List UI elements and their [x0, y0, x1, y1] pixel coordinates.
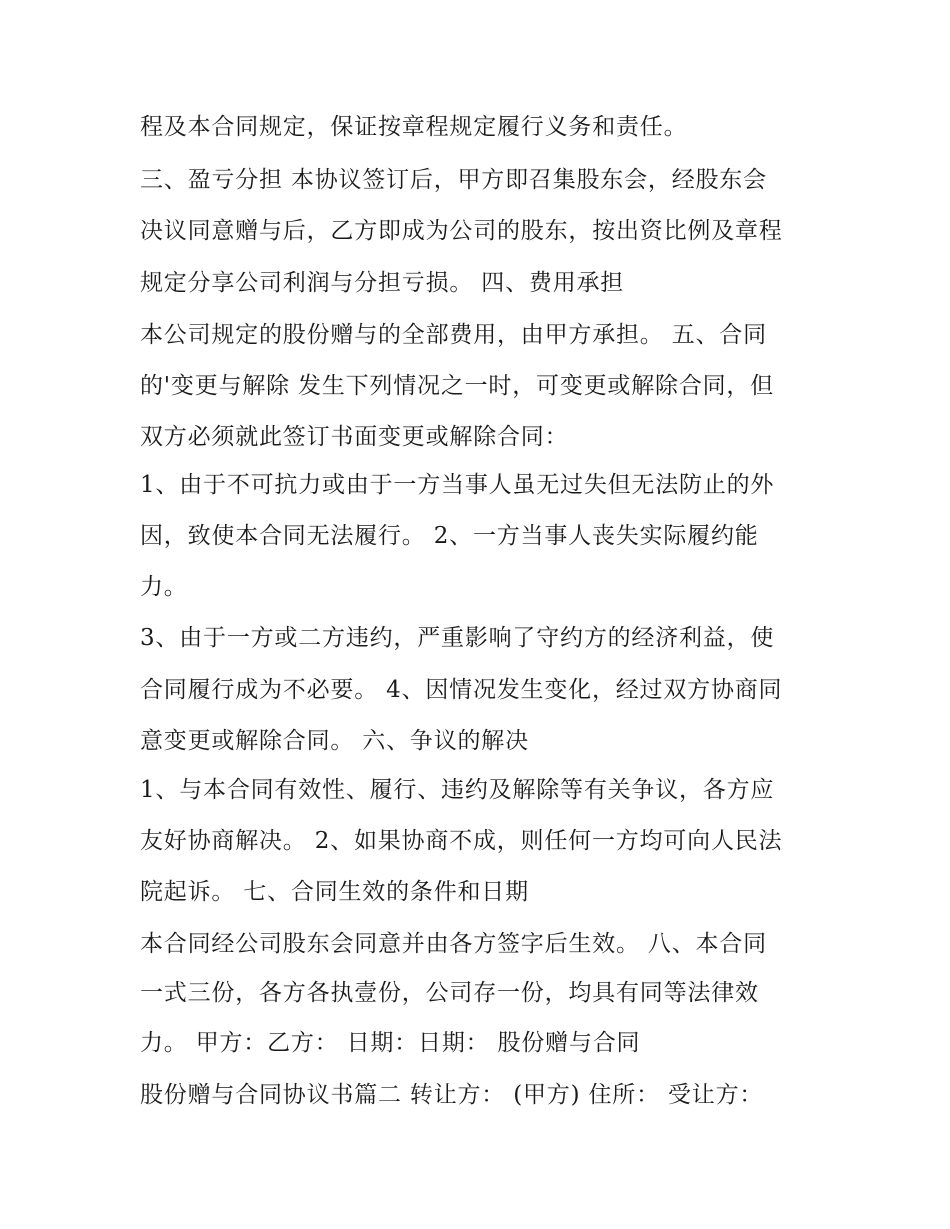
text-line: 的'变更与解除 发生下列情况之一时，可变更或解除合同，但 — [140, 373, 775, 399]
text-line: 程及本合同规定，保证按章程规定履行义务和责任。 — [140, 114, 688, 140]
text-line: 双方必须就此签订书面变更或解除合同： — [140, 424, 569, 450]
text-line: 院起诉。 七、合同生效的条件和日期 — [140, 879, 529, 905]
text-line: 决议同意赠与后，乙方即成为公司的股东，按出资比例及章程 — [140, 218, 783, 244]
text-line: 本公司规定的股份赠与的全部费用，由甲方承担。 五、合同 — [140, 322, 767, 348]
text-line: 三、盈亏分担 本协议签订后，甲方即召集股东会，经股东会 — [140, 167, 767, 193]
text-line: 因，致使本合同无法履行。 2、一方当事人丧失实际履约能 — [140, 523, 759, 549]
text-line: 力。 — [140, 574, 188, 600]
text-line: 一式三份，各方各执壹份，公司存一份，均具有同等法律效 — [140, 980, 759, 1006]
text-line: 1、与本合同有效性、履行、违约及解除等有关争议，各方应 — [140, 777, 775, 803]
text-line: 1、由于不可抗力或由于一方当事人虽无过失但无法防止的外 — [140, 472, 775, 498]
text-line: 本合同经公司股东会同意并由各方签字后生效。 八、本合同 — [140, 931, 767, 957]
text-line: 规定分享公司利润与分担亏损。 四、费用承担 — [140, 270, 625, 296]
text-line: 合同履行成为不必要。 4、因情况发生变化，经过双方协商同 — [140, 677, 783, 703]
text-line: 力。 甲方：乙方： 日期：日期： 股份赠与合同 — [140, 1030, 641, 1056]
text-line: 3、由于一方或二方违约，严重影响了守约方的经济利益，使 — [140, 625, 775, 651]
text-line: 友好协商解决。 2、如果协商不成，则任何一方均可向人民法 — [140, 828, 783, 854]
text-line: 股份赠与合同协议书篇二 转让方： (甲方) 住所： 受让方： — [140, 1082, 764, 1108]
text-line: 意变更或解除合同。 六、争议的解决 — [140, 728, 529, 754]
